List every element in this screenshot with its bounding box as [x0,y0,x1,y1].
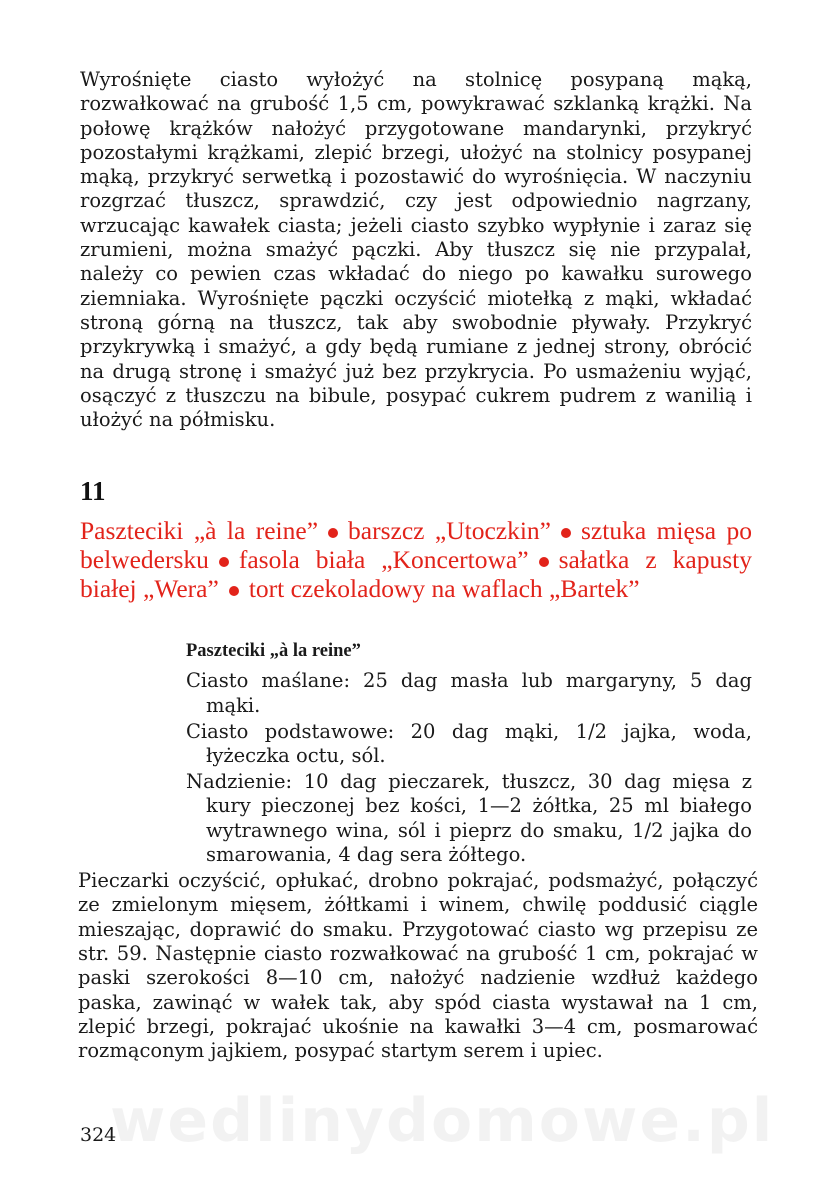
recipe-instructions: Pieczarki oczyścić, opłukać, drobno pokrajać, podsmażyć, połączyć ze zmielonym mięsem, żółtkami i winem, chwilę poddusić ciągle mieszając, doprawić do smaku. Przygotować ciasto wg przepisu ze str. 59. Następnie ciasto rozwałkować na grubość 1 cm, pokrajać w paski szerokości 8—10 cm, nałożyć nadzienie wzdłuż każdego paska, zawinąć w wałek tak, aby spód ciasta wystawał na 1 cm, zlepić brzegi, pokrajać ukośnie na kawałki 3—4 cm, posmarować rozmąconym jajkiem, posypać startym serem i upiec. [78,869,758,1063]
bullet-icon [328,528,338,538]
menu-title [80,516,752,603]
ingredients-nadzienie: Nadzienie: 10 dag pieczarek, tłuszcz, 30 dag mięsa z kury pieczonej bez kości, 1—2 żółtka, 25 ml białego wytrawnego wina, sól i pieprz do smaku, 1/2 jajka do smarowania, 4 dag sera żółtego. [186,770,752,866]
bullet-icon [539,557,549,567]
page-number: 324 [80,1124,117,1146]
bullet-icon [561,528,571,538]
ingredients-ciasto-maslane: Ciasto maślane: 25 dag masła lub margaryny, 5 dag mąki. [186,669,752,717]
bullet-icon [219,557,229,567]
ingredients-ciasto-podstawowe: Ciasto podstawowe: 20 dag mąki, 1/2 jajka, woda, łyżeczka octu, sól. [186,719,752,768]
section-number: 11 [80,476,106,507]
menu-item: sałatka z kapusty białej „Wera” [80,545,752,604]
bullet-icon [229,586,239,596]
watermark: wedlinydomowe.pl [110,1086,775,1156]
menu-item: sztuka mięsa po belwedersku [80,516,752,575]
menu-item: tort czekoladowy na waflach „Bartek” [248,574,640,604]
recipe-block [80,639,752,867]
intro-paragraph: Wyrośnięte ciasto wyłożyć na stolnicę posypaną mąką, rozwałkować na grubość 1,5 cm, powykrawać szklanką krążki. Na połowę krążków nałożyć przygotowane mandarynki, przykryć pozostałymi krążkami, zlepić brzegi, ułożyć na stolnicy posypanej mąką, przykryć serwetką i pozostawić do wyrośnięcia. W naczyniu rozgrzać tłuszcz, sprawdzić, czy jest odpowiednio nagrzany, wrzucając kawałek ciasta; jeżeli ciasto szybko wypłynie i zaraz się zrumieni, można smażyć pączki. Aby tłuszcz się nie przypalał, należy co pewien czas wkładać do niego po kawałku surowego ziemniaka. Wyrośnięte pączki oczyścić miotełką z mąki, wkładać stroną górną na tłuszcz, tak aby swobodnie pływały. Przykryć przykrywką i smażyć, a gdy będą rumiane z jednej strony, obrócić na drugą stronę i smażyć już bez przykrycia. Po usmażeniu wyjąć, osączyć z tłuszczu na bibule, posypać cukrem pudrem z wanilią i ułożyć na półmisku. [80,68,752,432]
page-content [78,68,758,1063]
recipe-title: Paszteciki „à la reine” [186,641,361,662]
menu-item: barszcz „Utoczkin” [348,516,551,546]
menu-item: fasola biała „Koncertowa” [238,545,529,575]
menu-item: Paszteciki „à la reine” [80,516,319,546]
